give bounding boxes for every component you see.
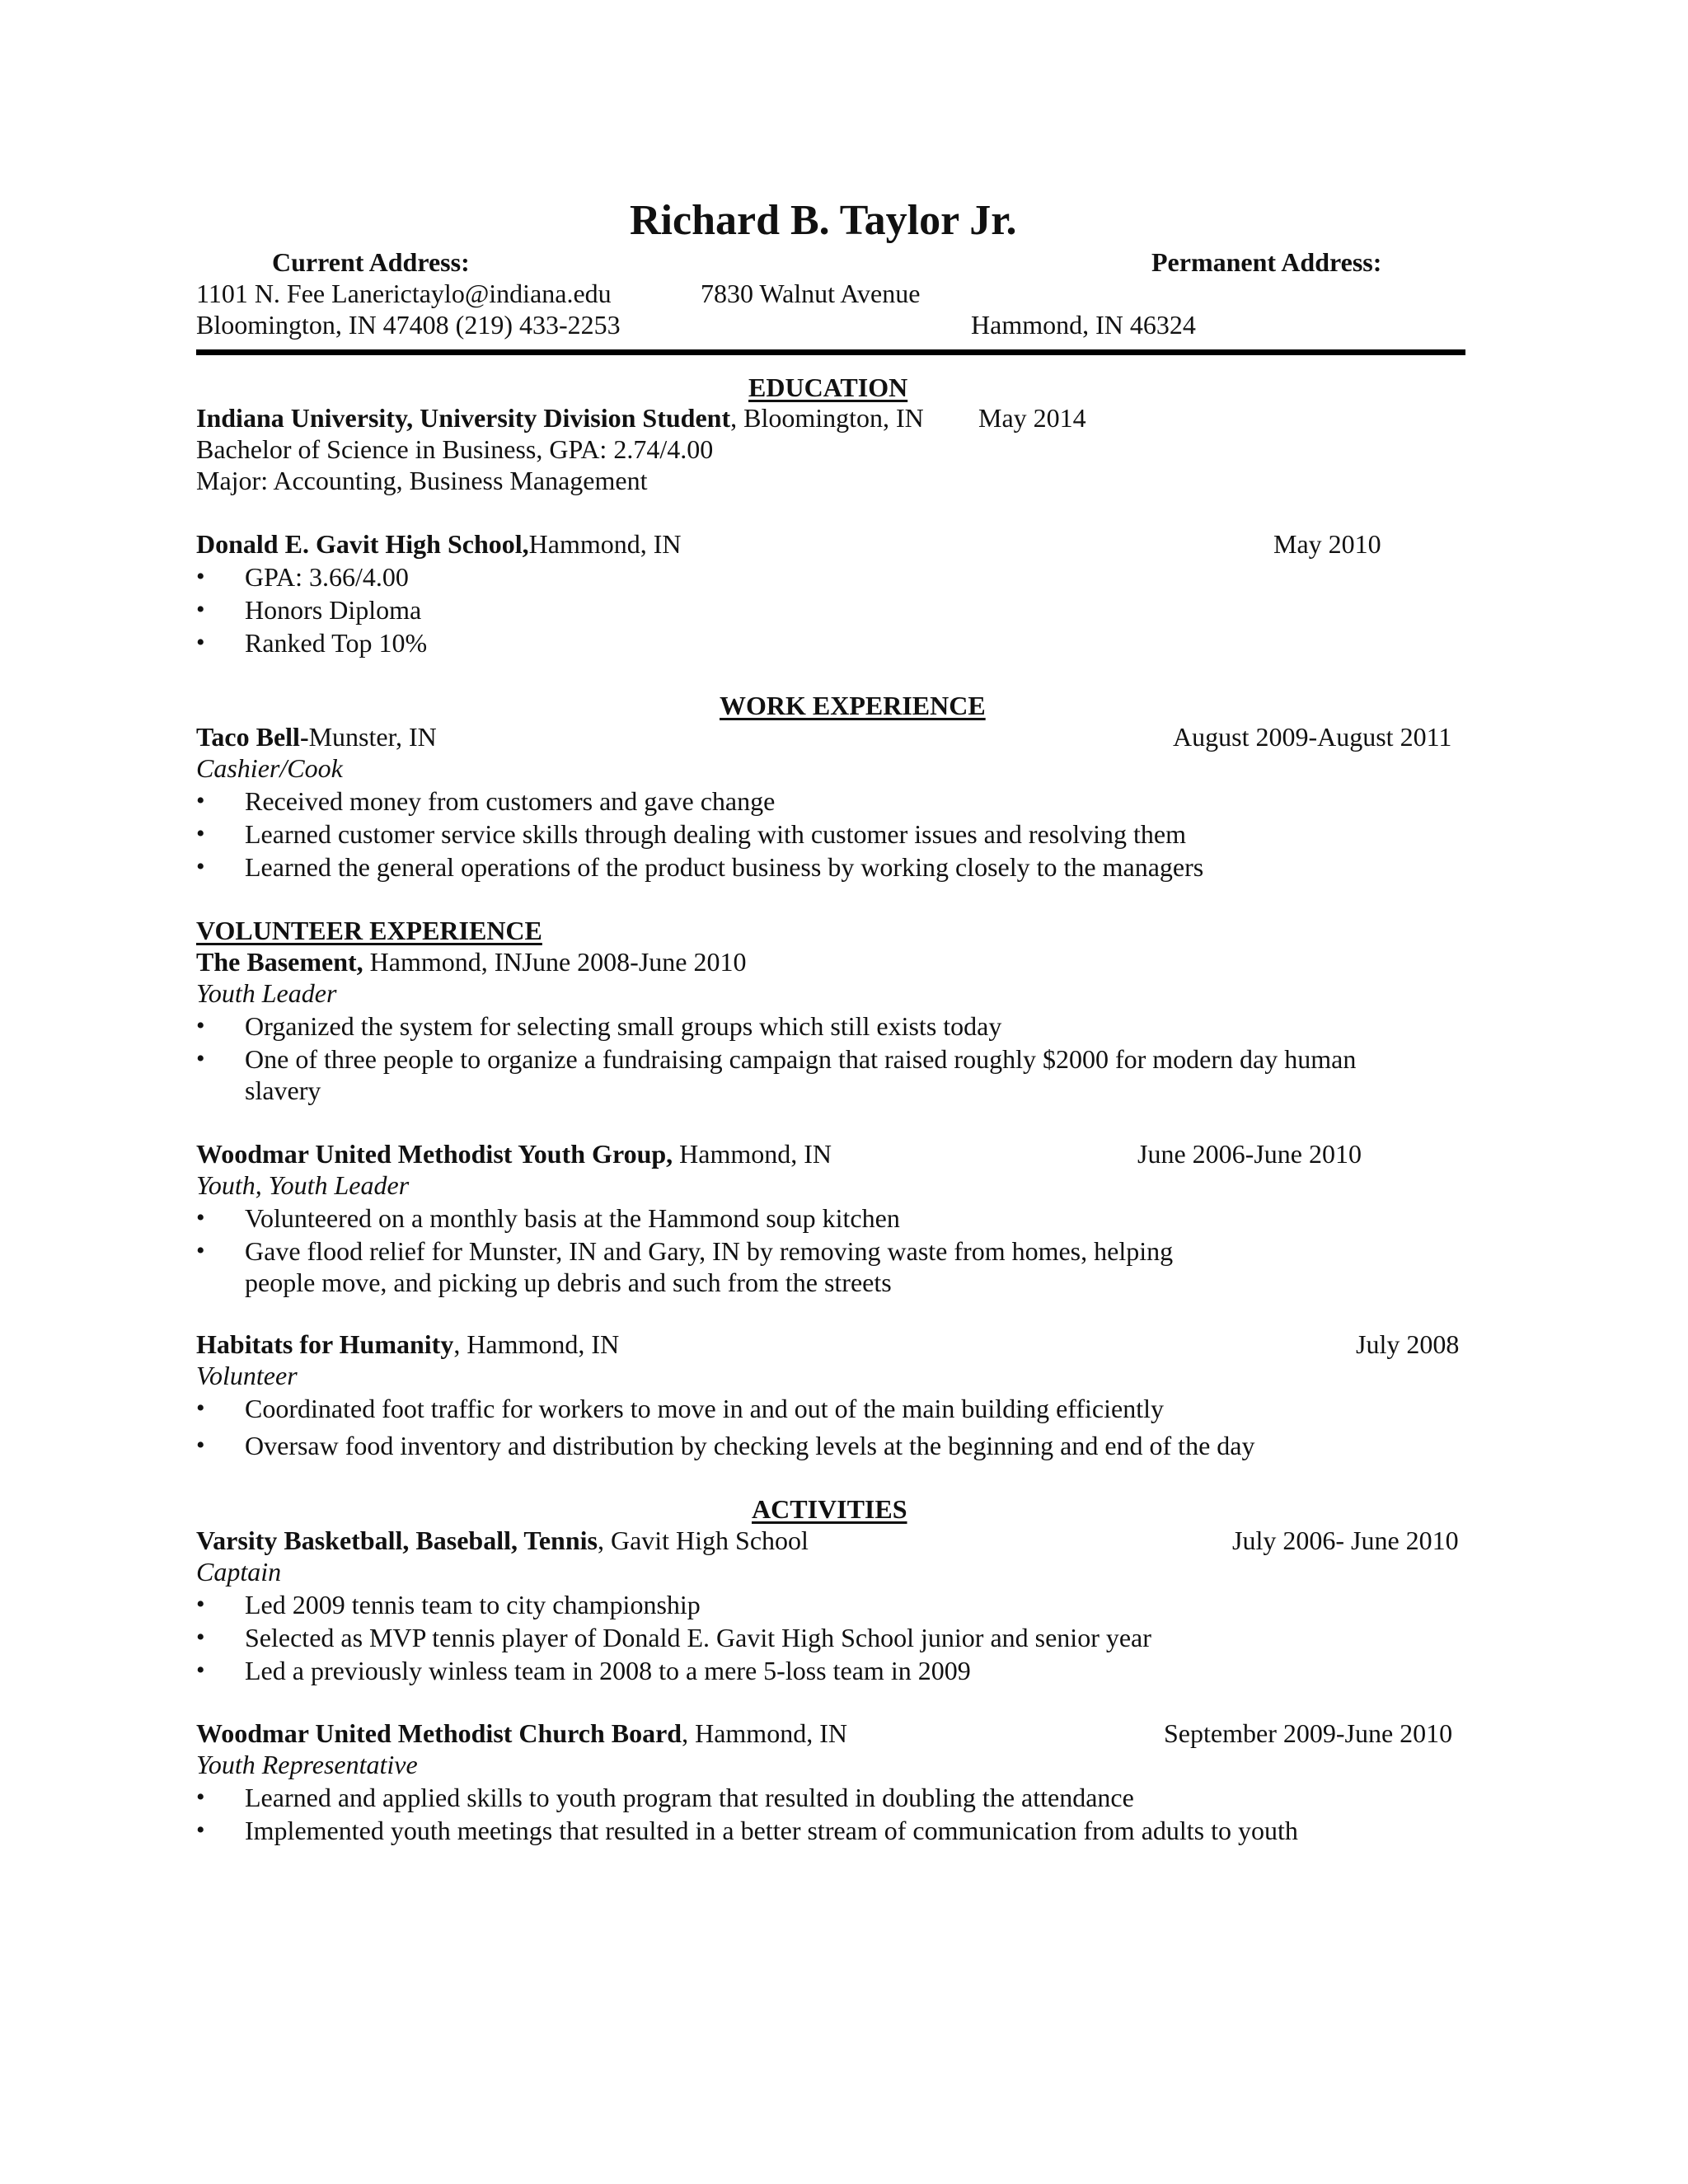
habitat-org: Habitats for Humanity [196, 1329, 454, 1359]
header-divider [196, 349, 1465, 355]
habitat-location: , Hammond, IN [453, 1329, 620, 1359]
habitat-entry-line [196, 1329, 619, 1360]
woodmar-date: June 2006-June 2010 [1137, 1139, 1362, 1169]
board-title: Youth Representative [196, 1750, 418, 1779]
candidate-name: Richard B. Taylor Jr. [630, 197, 1017, 244]
taco-bullet: Learned the general operations of the product business by working closely to the managers [245, 852, 1204, 882]
volunteer-heading: VOLUNTEER EXPERIENCE [196, 916, 542, 945]
basement-location-date: Hammond, INJune 2008-June 2010 [363, 947, 747, 977]
board-bullet: Implemented youth meetings that resulted in a better stream of communication from adults to youth [245, 1816, 1298, 1845]
woodmar-bullet: Volunteered on a monthly basis at the Hammond soup kitchen [245, 1203, 900, 1233]
bullet-icon: • [196, 1012, 205, 1039]
taco-date: August 2009-August 2011 [1173, 722, 1452, 752]
bullet-icon: • [196, 820, 205, 847]
sports-entry-line [196, 1525, 809, 1556]
bullet-icon: • [196, 563, 205, 590]
iu-date: May 2014 [978, 403, 1086, 433]
bullet-icon: • [196, 1816, 205, 1844]
board-location: , Hammond, IN [682, 1718, 847, 1748]
bullet-icon: • [196, 1237, 205, 1264]
hs-location: Hammond, IN [528, 529, 682, 559]
hs-bullet: Honors Diploma [245, 595, 422, 625]
basement-title: Youth Leader [196, 978, 337, 1008]
taco-employer: Taco Bell- [196, 722, 309, 752]
work-heading: WORK EXPERIENCE [720, 691, 986, 720]
woodmar-bullet: Gave flood relief for Munster, IN and Gary, IN by removing waste from homes, helping [245, 1236, 1174, 1266]
sports-bullet: Led a previously winless team in 2008 to a mere 5-loss team in 2009 [245, 1656, 971, 1685]
current-address-label: Current Address: [272, 247, 470, 277]
bullet-icon: • [196, 1045, 205, 1072]
basement-bullet-continued: slavery [245, 1076, 321, 1105]
habitat-bullet: Oversaw food inventory and distribution by checking levels at the beginning and end of the day [245, 1431, 1255, 1460]
bullet-icon: • [196, 1432, 205, 1459]
sports-bullet: Led 2009 tennis team to city championship [245, 1590, 701, 1619]
bullet-icon: • [196, 1591, 205, 1618]
bullet-icon: • [196, 596, 205, 623]
taco-location: Munster, IN [308, 722, 437, 752]
permanent-address-label: Permanent Address: [1151, 247, 1382, 277]
bullet-icon: • [196, 1204, 205, 1231]
bullet-icon: • [196, 629, 205, 656]
activities-heading: ACTIVITIES [752, 1494, 907, 1524]
taco-entry-line [196, 721, 437, 752]
woodmar-bullet-continued: people move, and picking up debris and such from the streets [245, 1268, 892, 1297]
taco-bullet: Received money from customers and gave change [245, 786, 776, 816]
woodmar-entry-line [196, 1138, 832, 1169]
basement-bullet: Organized the system for selecting small groups which still exists today [245, 1011, 1002, 1041]
bullet-icon: • [196, 787, 205, 814]
bullet-icon: • [196, 1394, 205, 1422]
sports-location: , Gavit High School [597, 1526, 809, 1555]
habitat-date: July 2008 [1356, 1329, 1460, 1359]
bullet-icon: • [196, 853, 205, 880]
sports-bullet: Selected as MVP tennis player of Donald E. Gavit High School junior and senior year [245, 1623, 1151, 1652]
iu-degree: Bachelor of Science in Business, GPA: 2.74/4.00 [196, 434, 714, 464]
sports-title: Captain [196, 1557, 282, 1586]
current-address-line2: Bloomington, IN 47408 (219) 433-2253 [196, 310, 621, 340]
woodmar-location: Hammond, IN [673, 1139, 832, 1169]
hs-entry-line [196, 528, 682, 560]
sports-date: July 2006- June 2010 [1232, 1526, 1459, 1555]
iu-location: , Bloomington, IN [730, 403, 924, 433]
iu-school: Indiana University, University Division Student [196, 403, 731, 433]
habitat-bullet: Coordinated foot traffic for workers to move in and out of the main building efficiently [245, 1394, 1164, 1423]
permanent-address-line2: Hammond, IN 46324 [971, 310, 1196, 340]
iu-major: Major: Accounting, Business Management [196, 466, 648, 495]
board-bullet: Learned and applied skills to youth program that resulted in doubling the attendance [245, 1783, 1134, 1812]
iu-entry-line [196, 402, 924, 434]
board-name: Woodmar United Methodist Church Board [196, 1718, 682, 1748]
bullet-icon: • [196, 1624, 205, 1651]
basement-org: The Basement, [196, 947, 363, 977]
basement-entry-line [196, 946, 746, 977]
woodmar-title: Youth, Youth Leader [196, 1170, 410, 1200]
taco-bullet: Learned customer service skills through dealing with customer issues and resolving them [245, 819, 1186, 849]
hs-bullet: Ranked Top 10% [245, 628, 428, 658]
permanent-address-line1: 7830 Walnut Avenue [701, 279, 921, 308]
current-address-line1: 1101 N. Fee Lanerictaylo@indiana.edu [196, 279, 612, 308]
board-date: September 2009-June 2010 [1164, 1718, 1453, 1748]
education-heading: EDUCATION [748, 373, 908, 402]
woodmar-org: Woodmar United Methodist Youth Group, [196, 1139, 673, 1169]
bullet-icon: • [196, 1657, 205, 1684]
hs-date: May 2010 [1273, 529, 1381, 559]
taco-title: Cashier/Cook [196, 753, 343, 783]
hs-bullet: GPA: 3.66/4.00 [245, 562, 409, 592]
habitat-title: Volunteer [196, 1361, 298, 1390]
board-entry-line [196, 1718, 847, 1749]
sports-name: Varsity Basketball, Baseball, Tennis [196, 1526, 598, 1555]
basement-bullet: One of three people to organize a fundraising campaign that raised roughly $2000 for modern day human [245, 1044, 1357, 1074]
hs-school: Donald E. Gavit High School, [196, 529, 529, 559]
bullet-icon: • [196, 1783, 205, 1811]
